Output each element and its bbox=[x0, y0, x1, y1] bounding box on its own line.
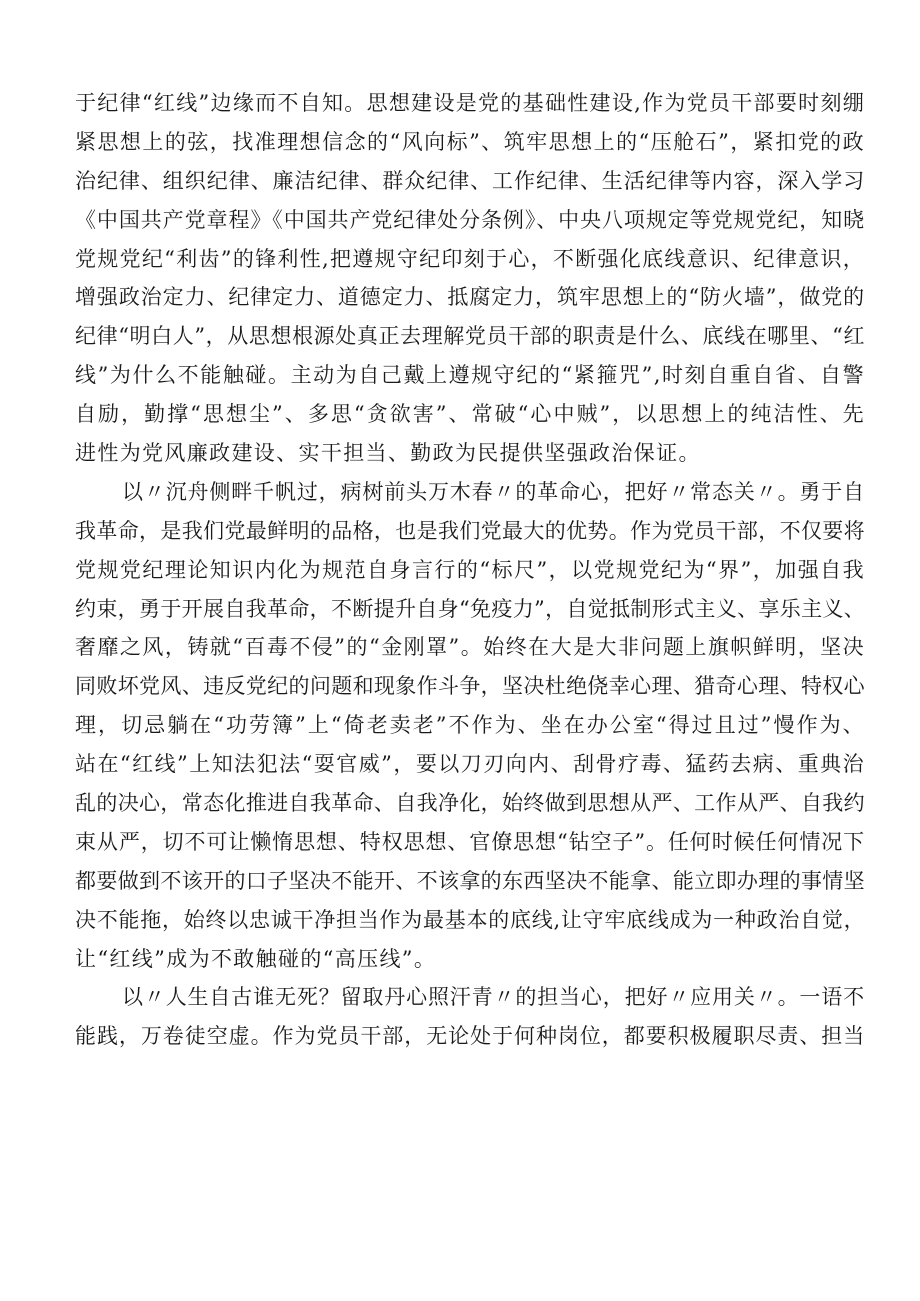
paragraph-line: 能践，万卷徒空虚。作为党员干部，无论处于何种岗位，都要积极履职尽责、担当 bbox=[75, 1024, 866, 1049]
paragraph-line: 束从严，切不可让懒惰思想、特权思想、官僚思想“钻空子”。任何时候任何情况下 bbox=[75, 829, 865, 854]
paragraph-line: 于纪律“红线”边缘而不自知。思想建设是党的基础性建设,作为党员干部要时刻绷 bbox=[75, 91, 865, 115]
paragraph-line: 让“红线”成为不敢触碰的“高压线”。 bbox=[75, 946, 437, 971]
paragraph-line: 奢靡之风，铸就“百毒不侵”的“金刚罩”。始终在大是大非问题上旗帜鲜明，坚决 bbox=[75, 635, 865, 660]
paragraph-line: 治纪律、组织纪律、廉洁纪律、群众纪律、工作纪律、生活纪律等内容，深入学习 bbox=[75, 168, 866, 193]
paragraph-line: 紧思想上的弦，找准理想信念的“风向标”、筑牢思想上的“压舱石”，紧扣党的政 bbox=[75, 129, 865, 154]
paragraph-line: 线”为什么不能触碰。主动为自己戴上遵规守纪的“紧箍咒”,时刻自重自省、自警 bbox=[75, 363, 865, 388]
paragraph-line: 决不能拖，始终以忠诚干净担当作为最基本的底线,让守牢底线成为一种政治自觉， bbox=[75, 907, 866, 932]
paragraph-line: 我革命，是我们党最鲜明的品格，也是我们党最大的优势。作为党员干部，不仅要将 bbox=[75, 518, 865, 543]
paragraph-line: 站在“红线”上知法犯法“耍官威”，要以刀刃向内、刮骨疗毒、猛药去病、重典治 bbox=[75, 752, 865, 777]
paragraph-line: 党规党纪理论知识内化为规范自身言行的“标尺”，以党规党纪为“界”，加强自我 bbox=[75, 557, 865, 582]
paragraph-line: 《中国共产党章程》《中国共产党纪律处分条例》、中央八项规定等党规党纪，知晓 bbox=[75, 207, 865, 232]
body-text bbox=[75, 84, 865, 1056]
paragraph-first-line: 以〃沉舟侧畔千帆过，病树前头万木春〃的革命心，把好〃常态关〃。勇于自 bbox=[122, 479, 865, 504]
paragraph-line: 理，切忌躺在“功劳簿”上“倚老卖老”不作为、坐在办公室“得过且过”慢作为、 bbox=[75, 713, 865, 738]
paragraph-line: 党规党纪“利齿”的锋利性,把遵规守纪印刻于心，不断强化底线意识、纪律意识， bbox=[75, 246, 865, 271]
paragraph-line: 增强政治定力、纪律定力、道德定力、抵腐定力，筑牢思想上的“防火墙”，做党的 bbox=[75, 285, 865, 310]
paragraph-line: 乱的决心，常态化推进自我革命、自我净化，始终做到思想从严、工作从严、自我约 bbox=[75, 791, 865, 816]
paragraph-line: 都要做到不该开的口子坚决不能开、不该拿的东西坚决不能拿、能立即办理的事情坚 bbox=[75, 868, 865, 893]
paragraph-line: 纪律“明白人”，从思想根源处真正去理解党员干部的职责是什么、底线在哪里、“红 bbox=[75, 324, 865, 349]
paragraph-line: 进性为党风廉政建设、实干担当、勤政为民提供坚强政治保证。 bbox=[75, 441, 701, 466]
paragraph-line: 自励，勤撑“思想尘”、多思“贪欲害”、常破“心中贼”，以思想上的纯洁性、先 bbox=[75, 402, 865, 427]
paragraph-line: 约束，勇于开展自我革命，不断提升自身“免疫力”，自觉抵制形式主义、享乐主义、 bbox=[75, 596, 865, 621]
paragraph-first-line: 以〃人生自古谁无死？留取丹心照汗青〃的担当心，把好〃应用关〃。一语不 bbox=[122, 985, 865, 1010]
paragraph-line: 同败坏党风、违反党纪的问题和现象作斗争，坚决杜绝侥幸心理、猎奇心理、特权心 bbox=[75, 674, 865, 699]
